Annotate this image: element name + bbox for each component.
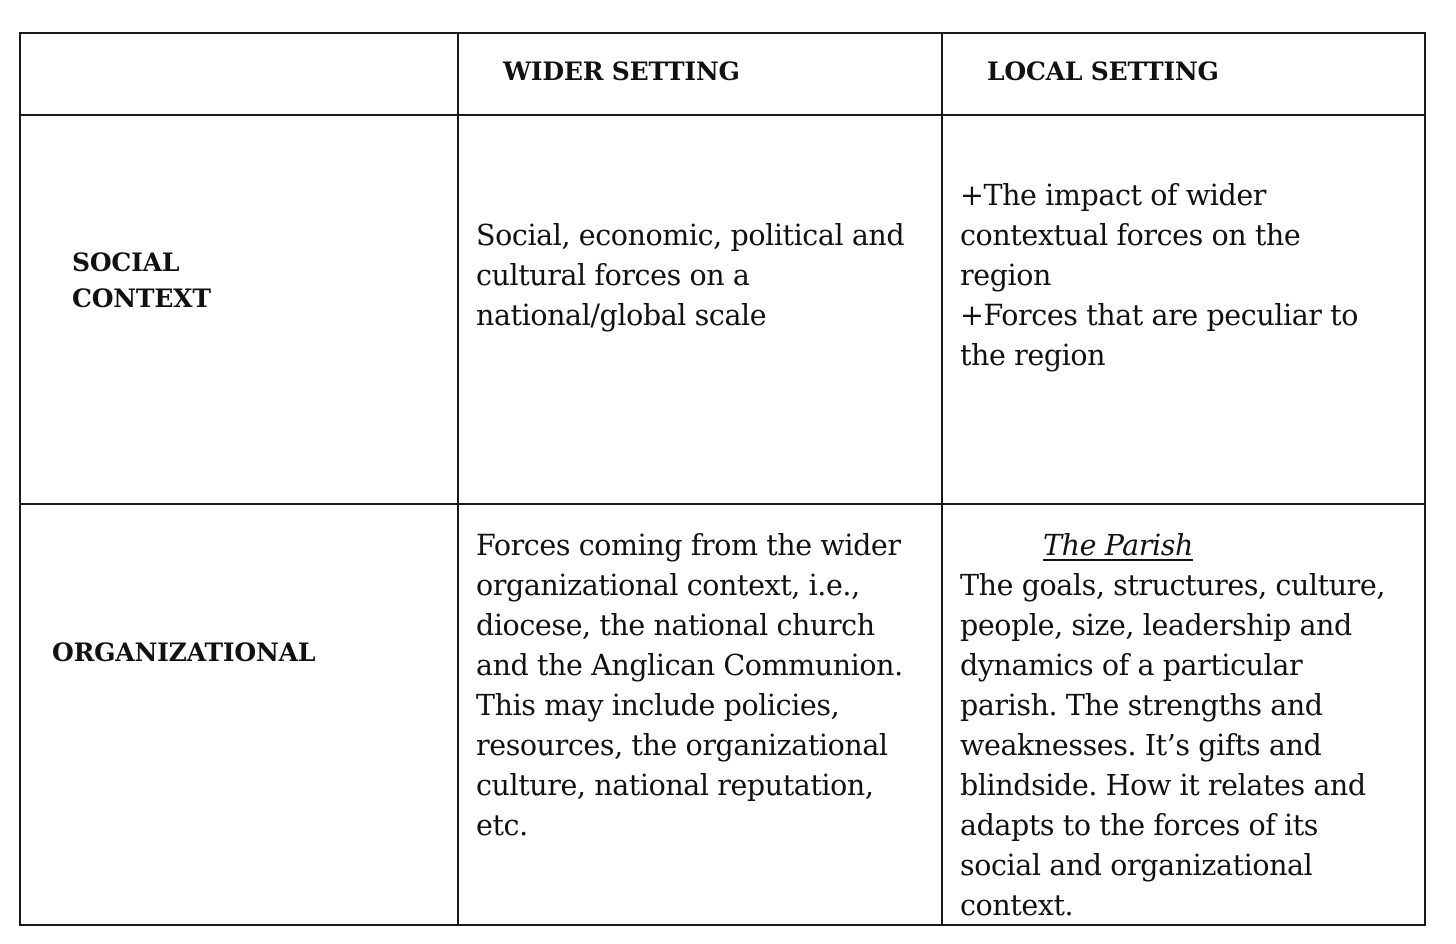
cell-line: diocese, the national church <box>476 609 875 642</box>
cell-line: Social, economic, political and <box>476 219 905 252</box>
cell-line: culture, national reputation, <box>476 769 874 802</box>
cell-line: people, size, leadership and <box>960 609 1352 642</box>
parish-title: The Parish <box>1043 529 1193 562</box>
cell-line: cultural forces on a <box>476 259 750 292</box>
cell-line: context. <box>960 889 1074 922</box>
cell-organizational-local <box>960 526 1385 926</box>
row-divider <box>21 503 1424 505</box>
cell-line: social and organizational <box>960 849 1313 882</box>
cell-line: dynamics of a particular <box>960 649 1303 682</box>
cell-line: The goals, structures, culture, <box>960 569 1385 602</box>
row-label-organizational: ORGANIZATIONAL <box>52 638 316 667</box>
cell-line: blindside. How it relates and <box>960 769 1366 802</box>
cell-line: and the Anglican Communion. <box>476 649 903 682</box>
cell-line: weaknesses. It’s gifts and <box>960 729 1322 762</box>
cell-line: parish. The strengths and <box>960 689 1323 722</box>
column-divider <box>941 34 943 924</box>
cell-line: organizational context, i.e., <box>476 569 860 602</box>
parish-title-line <box>960 526 1385 566</box>
cell-line: +The impact of wider <box>960 179 1267 212</box>
header-local-setting: LOCAL SETTING <box>987 57 1219 86</box>
cell-line: etc. <box>476 809 528 842</box>
row-label-context: CONTEXT <box>72 284 211 313</box>
cell-organizational-wider <box>476 526 903 846</box>
row-label-social: SOCIAL <box>72 248 180 277</box>
row-divider <box>21 114 1424 116</box>
cell-line: region <box>960 259 1051 292</box>
cell-line: the region <box>960 339 1106 372</box>
cell-line: This may include policies, <box>476 689 840 722</box>
cell-line: Forces coming from the wider <box>476 529 901 562</box>
cell-line: +Forces that are peculiar to <box>960 299 1358 332</box>
cell-line: contextual forces on the <box>960 219 1301 252</box>
cell-social-local <box>960 176 1358 376</box>
cell-line: national/global scale <box>476 299 767 332</box>
cell-social-wider <box>476 216 904 336</box>
header-wider-setting: WIDER SETTING <box>503 57 740 86</box>
cell-line: adapts to the forces of its <box>960 809 1319 842</box>
cell-line: resources, the organizational <box>476 729 888 762</box>
column-divider <box>457 34 459 924</box>
